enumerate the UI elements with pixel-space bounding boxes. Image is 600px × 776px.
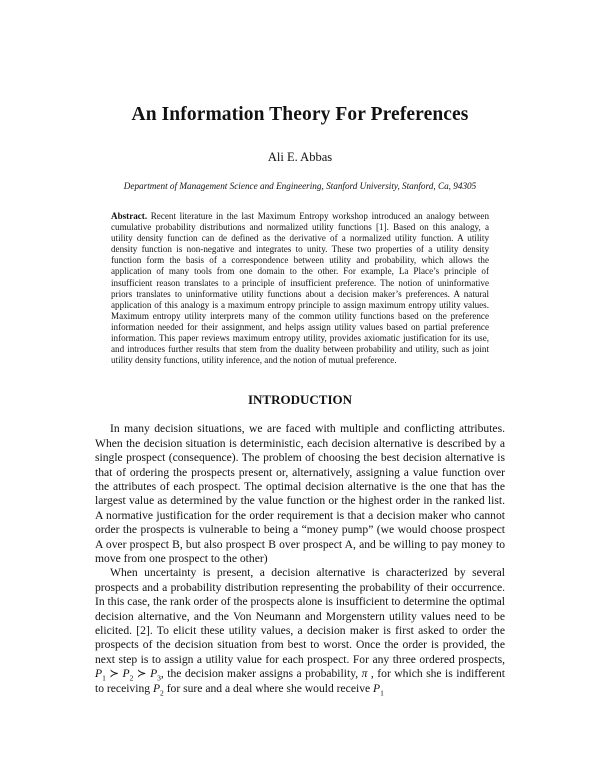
intro-paragraph-1: In many decision situations, we are faced with multiple and conflicting attributes. When the decision situation is deterministic, each decision alternative is described by a single prospect (consequence). The problem of choosing the best decision alternative is that of ordering the prospects present or, alternatively, assigning a value function over the attributes of each prospect. The optimal decision alternative is the one that has the largest value as determined by the value function or the highest order in the ranked list. A normative justification for the order requirement is that a decision maker who cannot order the prospects is vulnerable to being a “money pump” (we would choose prospect A over prospect B, but also prospect B over prospect A, and be willing to pay money to move from one prospect to the other) <box>95 422 505 565</box>
intro-paragraph-2 <box>95 566 505 696</box>
author-name: Ali E. Abbas <box>267 150 333 164</box>
para2-text-c: , for which she is indifferent to receiving <box>95 667 505 695</box>
succ-symbol: ≻ <box>105 667 123 681</box>
math-p1: $P_1$ <box>95 667 106 683</box>
para2-text-b: , the decision maker assigns a probability, <box>160 667 362 681</box>
section-heading-introduction: INTRODUCTION <box>247 392 352 408</box>
math-p2-sure: $P_2$ <box>152 681 164 697</box>
abstract-label: Abstract. <box>111 211 148 221</box>
math-p3: $P_3$ <box>150 667 161 683</box>
math-p1-deal: $P_1$ <box>373 681 384 697</box>
paper-title: An Information Theory For Preferences <box>131 104 469 125</box>
math-p2: $P_2$ <box>122 667 134 683</box>
para2-text-a: When uncertainty is present, a decision alternative is characterized by several prospects and a probability distribution representing the probability of their occurrence. In this case, the rank order of the prospects alone is insufficient to determine the optimal decision alternative, and the Von Neumann and Morgenstern utility values need to be elicited. [2]. To elicit these utility values, a decision maker is first asked to order the prospects of the decision situation from best to worst. Once the order is provided, the next step is to assign a utility value for each prospect. For any three ordered prospects, <box>95 566 505 666</box>
para2-text-d: for sure and a deal where she would receive <box>163 681 374 695</box>
succ-symbol: ≻ <box>133 667 151 681</box>
abstract-text: Recent literature in the last Maximum Entropy workshop introduced an analogy between cumulative probability distributions and normalized utility functions [1]. Based on this analogy, a utility density function can de defined as the derivative of a normalized utility function. A utility density function is non-negative and integrates to unity. These two properties of a utility density function form the basis of a correspondence between utility and probability, which allows the application of many tools from one domain to the other. For example, La Place’s principle of insufficient reason translates to a principle of insufficient preference. The notion of uninformative priors translates to uninformative utility functions about a decision maker’s preferences. A natural application of this analogy is a maximum entropy principle to assign maximum entropy utility values. Maximum entropy utility interprets many of the common utility functions based on the preference information needed for their assignment, and helps assign utility values based on partial preference information. This paper reviews maximum entropy utility, provides axiomatic justification for its use, and introduces further results that stem from the duality between probability and utility, such as joint utility density functions, utility inference, and the notion of mutual preference. <box>111 211 489 366</box>
author-affiliation: Department of Management Science and Engineering, Stanford University, Stanford, Ca, 94305 <box>123 181 477 191</box>
math-pi: π <box>361 667 368 681</box>
abstract <box>111 211 489 366</box>
